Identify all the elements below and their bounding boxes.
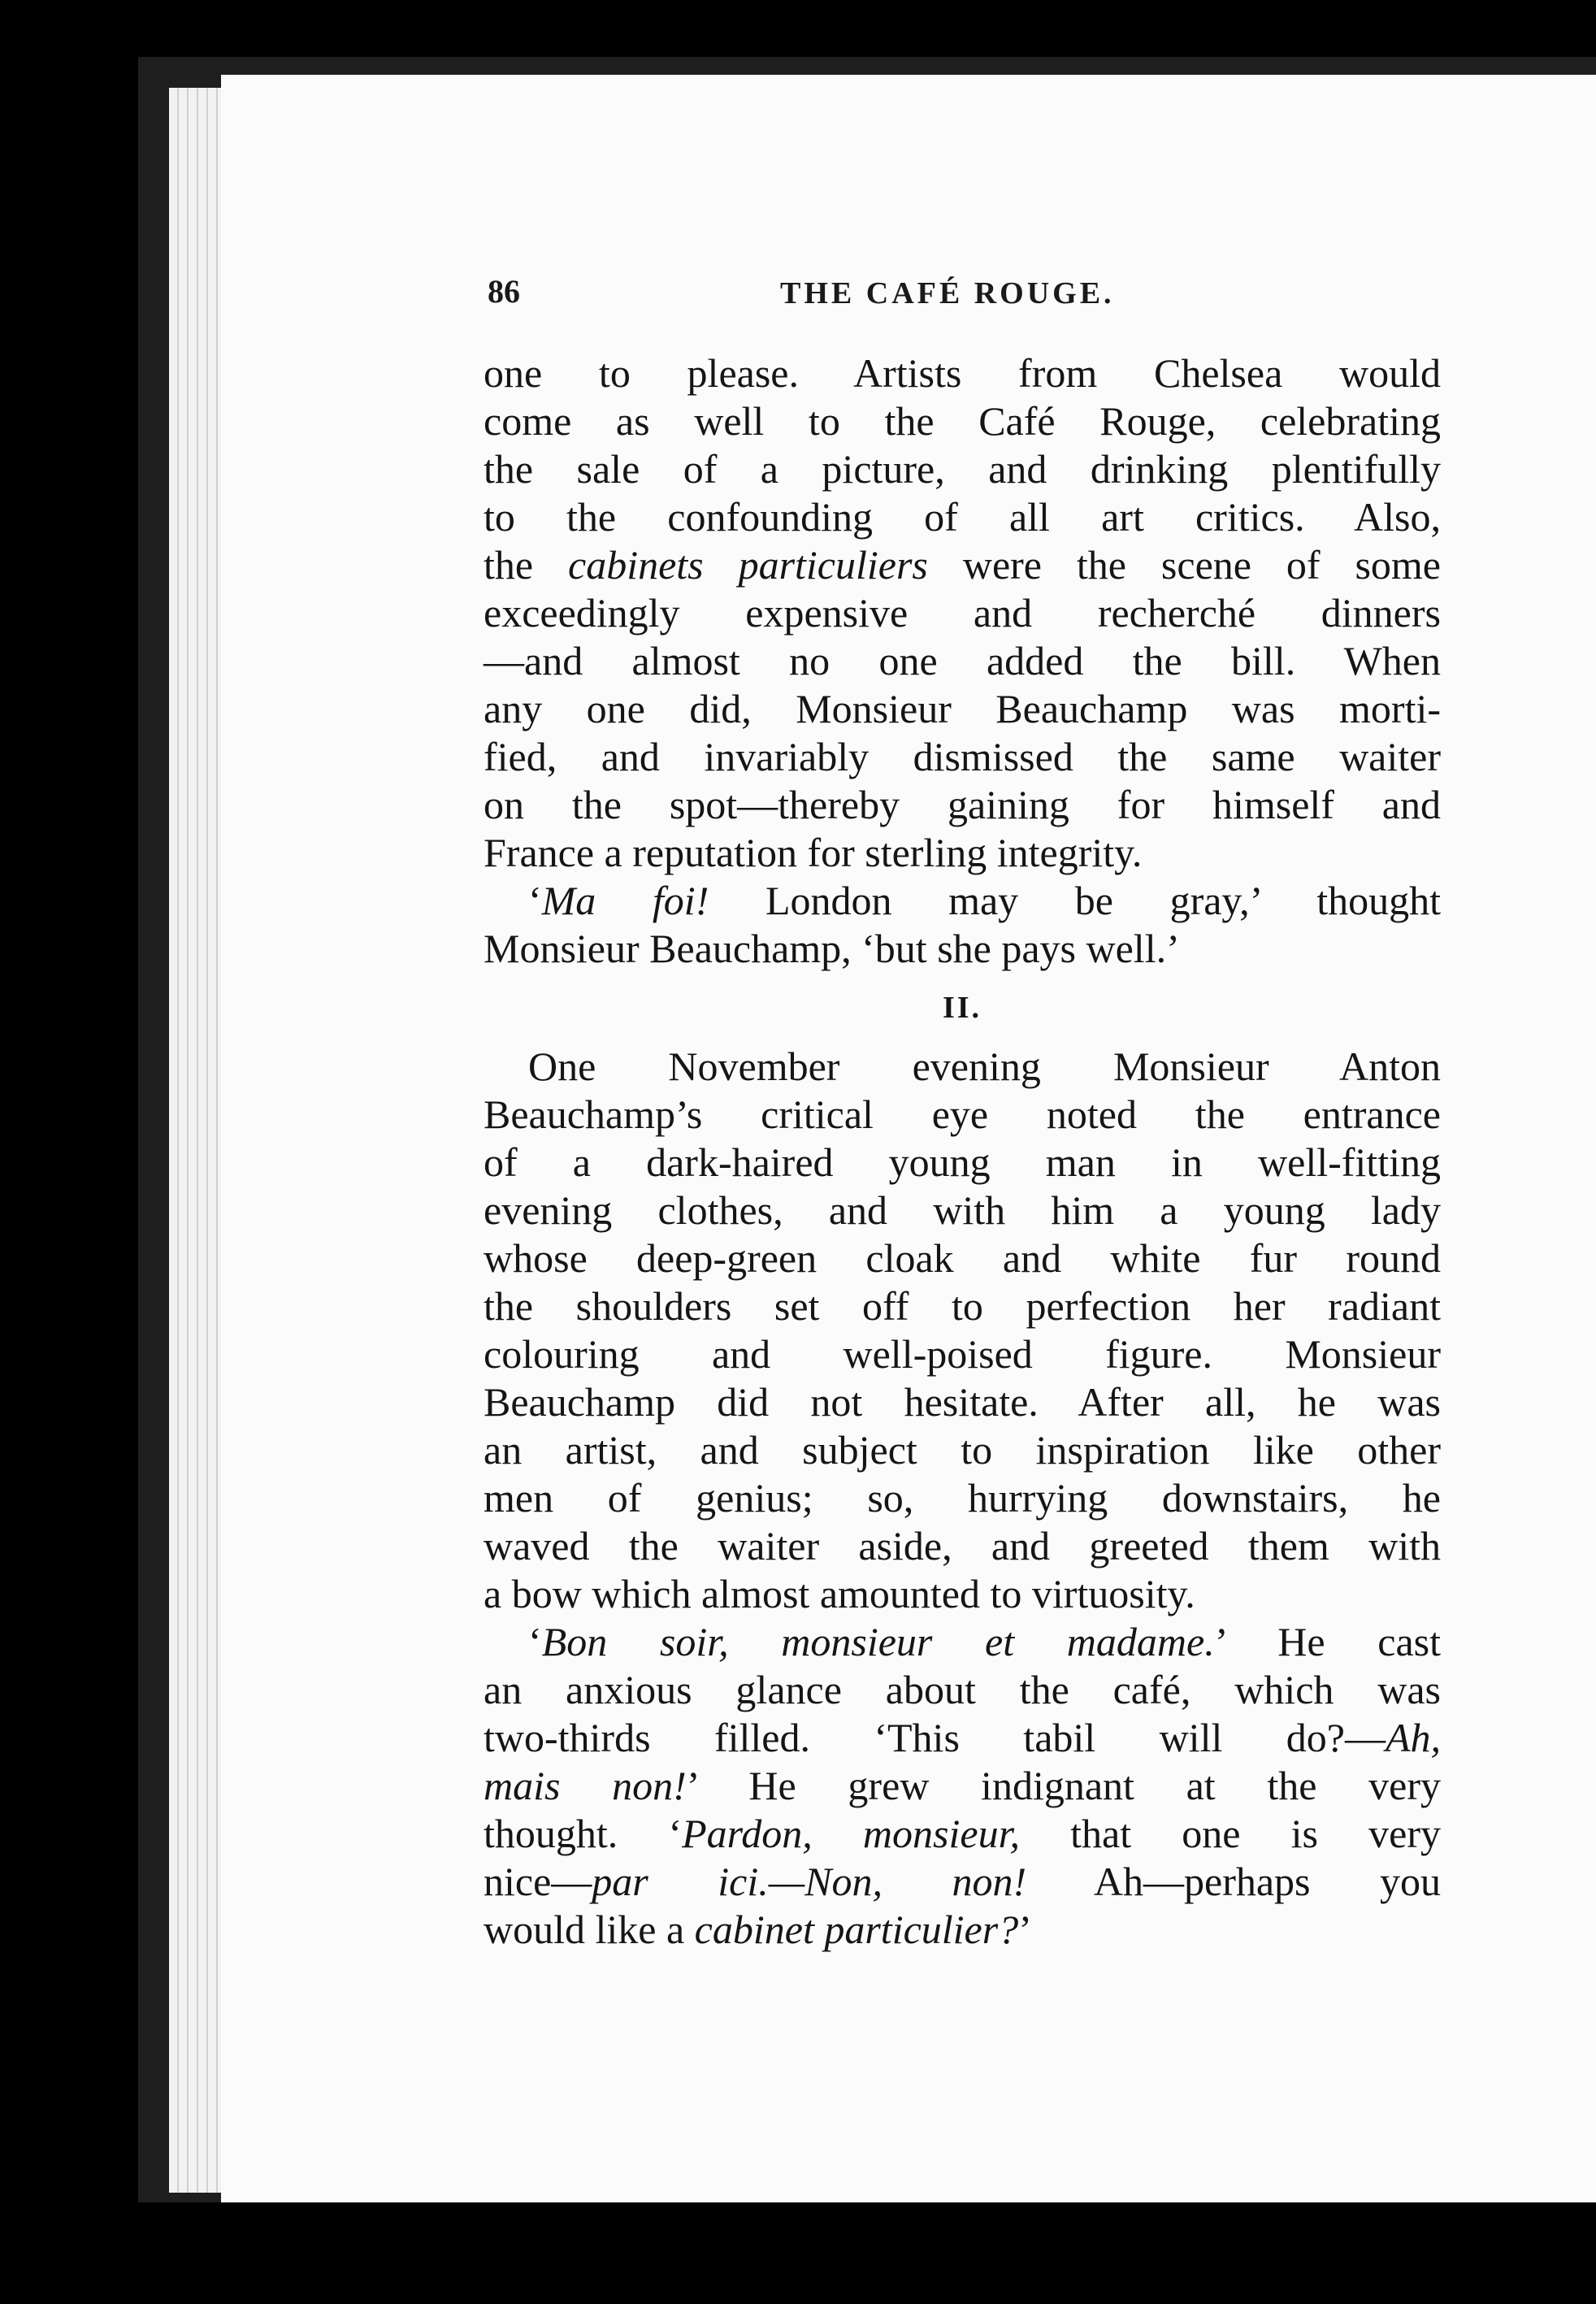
text-line xyxy=(484,1810,1441,1858)
italic-phrase: par ici.—Non, non! xyxy=(592,1859,1027,1904)
text-line: Beauchamp’s critical eye noted the entrance xyxy=(484,1091,1441,1137)
text-line: colouring and well-poised figure. Monsieur xyxy=(484,1331,1441,1377)
text-line: an artist, and subject to inspiration like other xyxy=(484,1427,1441,1473)
text-line: France a reputation for sterling integrity. xyxy=(484,830,1143,875)
italic-phrase: Bon soir, monsieur et madame. xyxy=(541,1619,1215,1664)
text-run: the xyxy=(484,542,569,588)
text-line: the sale of a picture, and drinking plentifully xyxy=(484,446,1441,492)
italic-phrase: Ma foi! xyxy=(541,878,709,923)
text-line: come as well to the Café Rouge, celebrating xyxy=(484,398,1441,444)
text-run: that one is very xyxy=(1019,1811,1441,1856)
text-line: any one did, Monsieur Beauchamp was morti- xyxy=(484,686,1441,731)
body-text xyxy=(484,349,1441,1954)
text-run: London may be gray,’ thought xyxy=(709,878,1441,923)
text-run: ’ He cast xyxy=(1214,1619,1441,1664)
text-line: whose deep-green cloak and white fur round xyxy=(484,1235,1441,1281)
text-line: fied, and invariably dismissed the same waiter xyxy=(484,734,1441,779)
text-line: One November evening Monsieur Anton xyxy=(528,1044,1441,1089)
text-line: men of genius; so, hurrying downstairs, he xyxy=(484,1475,1441,1521)
text-line xyxy=(484,1714,1441,1762)
text-line xyxy=(484,1858,1441,1906)
text-line: waved the waiter aside, and greeted them with xyxy=(484,1523,1441,1569)
text-line: an anxious glance about the café, which was xyxy=(484,1667,1441,1712)
italic-phrase: Ah, xyxy=(1385,1715,1441,1760)
text-line xyxy=(484,541,1441,589)
page-number: 86 xyxy=(488,273,520,310)
text-run: Ah—perhaps you xyxy=(1026,1859,1441,1904)
text-line xyxy=(484,1906,1441,1954)
text-run: would like a xyxy=(484,1907,695,1952)
italic-phrase: mais non! xyxy=(484,1763,687,1808)
text-run: were the scene of some xyxy=(927,542,1441,588)
text-line: —and almost no one added the bill. When xyxy=(484,638,1441,683)
text-line: the shoulders set off to perfection her radiant xyxy=(484,1283,1441,1329)
text-line xyxy=(484,1618,1441,1666)
text-line: on the spot—thereby gaining for himself and xyxy=(484,782,1441,827)
text-line: Beauchamp did not hesitate. After all, he was xyxy=(484,1379,1441,1425)
text-run: ‘ xyxy=(528,1619,542,1664)
running-head xyxy=(488,264,1446,329)
text-run: thought. ‘ xyxy=(484,1811,683,1856)
italic-phrase: Pardon, monsieur, xyxy=(682,1811,1020,1856)
text-run: ’ He grew indignant at the very xyxy=(686,1763,1441,1808)
text-line: to the confounding of all art critics. Also, xyxy=(484,494,1441,540)
italic-phrase: cabinets particuliers xyxy=(568,542,928,588)
running-title: THE CAFÉ ROUGE. xyxy=(780,276,1115,310)
text-line: exceedingly expensive and recherché dinners xyxy=(484,590,1441,636)
text-line: Monsieur Beauchamp, ‘but she pays well.’ xyxy=(484,926,1180,971)
text-line xyxy=(484,877,1441,925)
italic-phrase: cabinet particulier? xyxy=(694,1907,1019,1952)
text-line: evening clothes, and with him a young lady xyxy=(484,1187,1441,1233)
text-line: a bow which almost amounted to virtuosity. xyxy=(484,1571,1195,1616)
text-run: nice— xyxy=(484,1859,592,1904)
text-run: two-thirds filled. ‘This tabil will do?— xyxy=(484,1715,1386,1760)
text-line: one to please. Artists from Chelsea would xyxy=(484,350,1441,396)
text-run: ’ xyxy=(1018,1907,1032,1952)
text-line xyxy=(484,1762,1441,1810)
section-number: II. xyxy=(942,991,982,1025)
text-line: of a dark-haired young man in well-fitting xyxy=(484,1139,1441,1185)
text-run: ‘ xyxy=(528,878,542,923)
